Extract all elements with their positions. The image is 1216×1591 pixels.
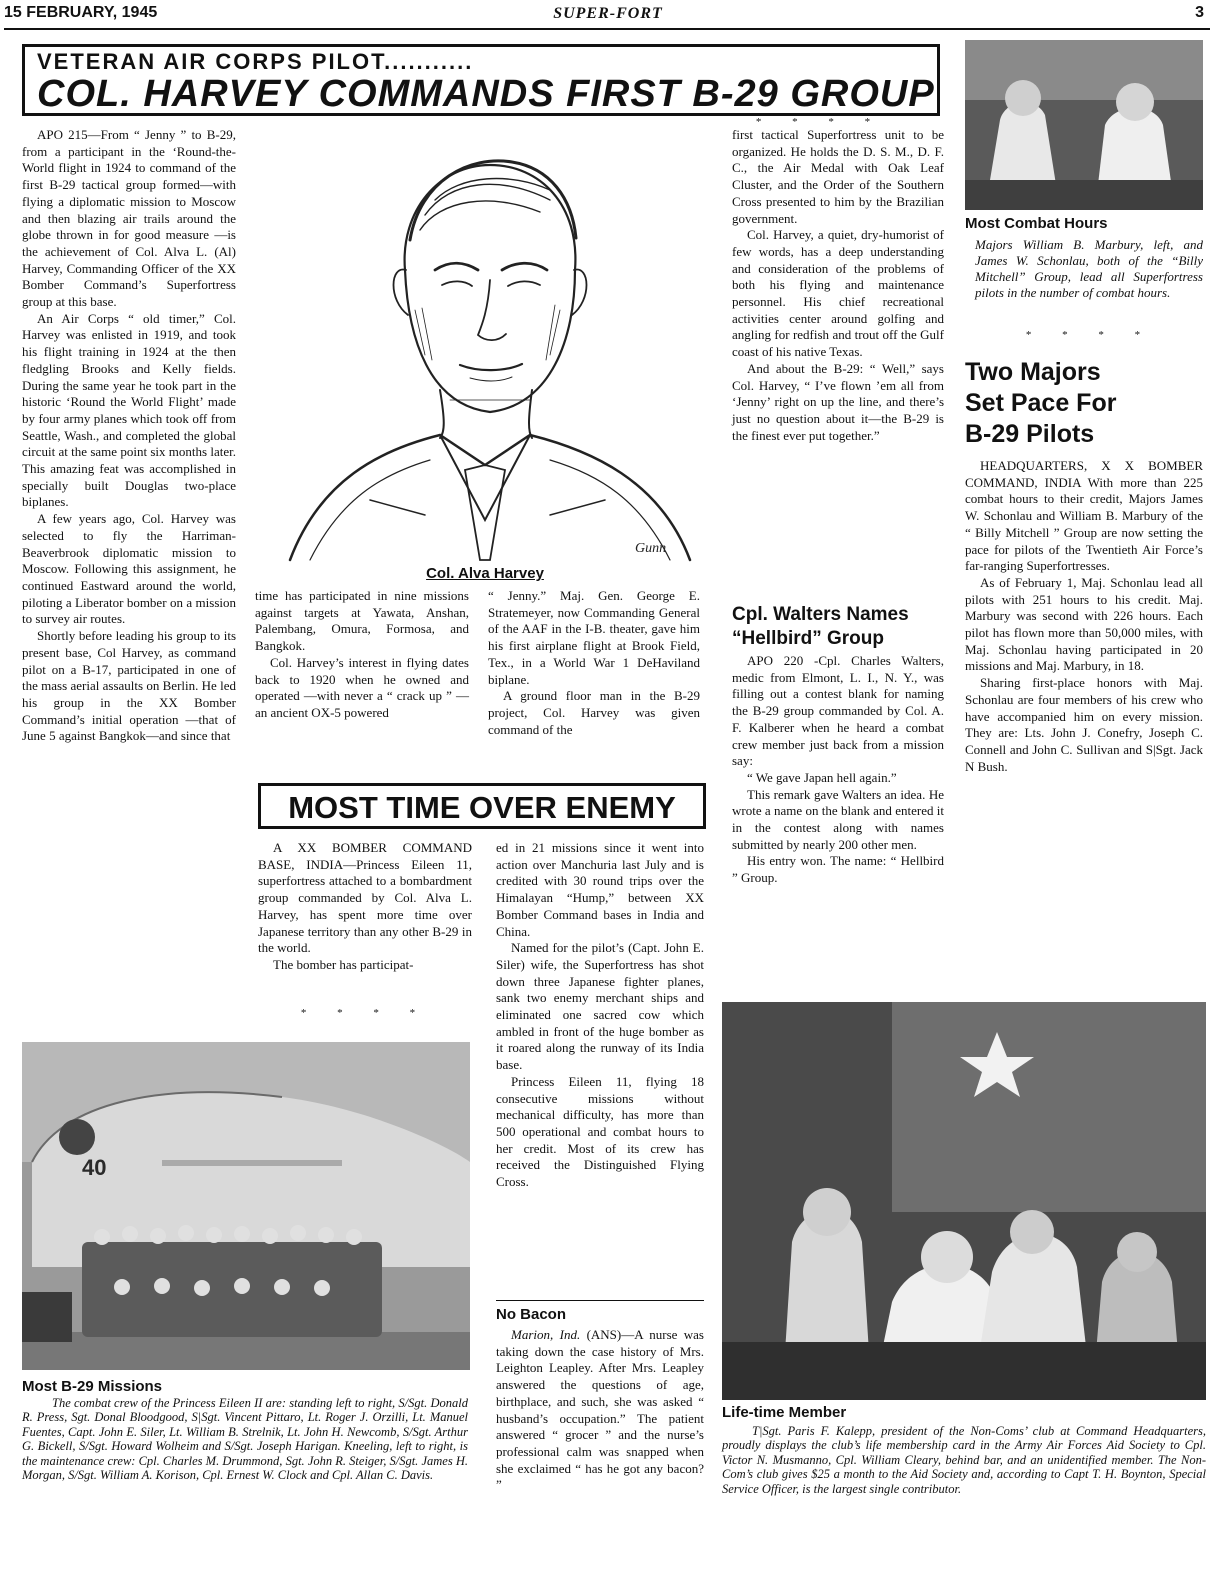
pilots-photo-icon xyxy=(965,40,1203,210)
harvey-column-2 xyxy=(255,588,469,722)
harvey-c3-p1: “ Jenny.” Maj. Gen. George E. Stratemeyer, now Commanding General of the AAF in the I-B. theater, gave him his first airplane flight at Brook Field, Tex., in a World War 1 DeHaviland biplane. xyxy=(488,588,700,687)
majors-p3: Sharing first-place honors with Maj. Schonlau are four members of his crew who have accompanied him on every mission. They are: Lts. John J. Conefry, Joseph C. Connell and John C. Sullivan and S|Sgt. Jack N Bush. xyxy=(965,675,1203,774)
enemy-stars: * * * * xyxy=(300,1007,430,1019)
masthead-date: 15 FEBRUARY, 1945 xyxy=(4,4,158,21)
majors-p2: As of February 1, Maj. Schonlau lead all pilots with 251 hours to his credit. Maj. Marbury was second with 226 hours. Each pilot has flown more than 50,000 miles, with Maj. Schonlau having participated in 20 missions and Maj. Marbury, in 18. xyxy=(965,574,1203,674)
harvey-kicker: VETERAN AIR CORPS PILOT........... xyxy=(37,49,474,74)
harvey-c1-p3: A few years ago, Col. Harvey was selected to fly the Harriman-Beaverbrook diplomatic mission to Moscow. Following this assignment, he continued Eastward around the world, piloting a Liberator bomber on a mission to survey air routes. xyxy=(22,511,236,627)
harvey-portrait xyxy=(250,120,720,565)
portrait-sketch-icon xyxy=(250,120,720,565)
majors-headline-line-2: Set Pace For xyxy=(965,389,1117,417)
b29-crew-photo-icon xyxy=(22,1042,470,1370)
bacon-body: (ANS)—A nurse was taking down the case history of Mrs. Leighton Leapley. After Mrs. Leapley answered the questions of age, birthplace, and such, she was asked “ husband’s occupation.” The patient answered “ grocer ” and the nurse’s professional calm was snapped when she exclaimed “ has he got any bacon? ” xyxy=(496,1327,704,1493)
combat-hours-photo xyxy=(965,40,1203,210)
page-number: 3 xyxy=(1195,4,1204,21)
combat-hours-stars: * * * * xyxy=(1025,329,1155,341)
enemy-column-2 xyxy=(496,840,704,1191)
harvey-headline-box xyxy=(22,44,940,116)
combat-hours-caption-text: Majors William B. Marbury, left, and James W. Schonlau, both of the “Billy Mitchell” Group, lead all Superfortress pilots in the number of combat hours. xyxy=(975,237,1203,300)
enemy-c2-p3: Princess Eileen 11, flying 18 consecutive missions without mechanical difficulty, has more than 500 operational and combat hours to her credit. Most of its crew has received the Distinguished Flying Cross. xyxy=(496,1073,704,1190)
bacon-headline: No Bacon xyxy=(496,1306,567,1323)
harvey-column-4 xyxy=(732,127,944,444)
harvey-c4-p3: And about the B-29: “ Well,” says Col. Harvey, “ I’ve flown ’em all from ‘Jenny’ right on up the line, and there’s just no question about it—the B-29 is the finest ever put together.” xyxy=(732,360,944,443)
enemy-c2-p1: ed in 21 missions since it went into action over Manchuria last July and is credited with 30 round trips over the Himalayan “Hump,” between XX Bomber Command bases in India and China. xyxy=(496,840,704,939)
combat-hours-caption-title: Most Combat Hours xyxy=(965,215,1108,232)
walters-p1: APO 220 -Cpl. Charles Walters, medic from Elmont, L. I., N. Y., was filling out a contest blank for naming the B-29 group commanded by Col. A. F. Kalberer when he heard a combat crew member just back from a mission say: xyxy=(732,653,944,769)
enemy-column-1 xyxy=(258,840,472,974)
masthead-title: SUPER-FORT xyxy=(553,5,663,22)
enemy-headline: MOST TIME OVER ENEMY xyxy=(288,790,676,825)
bacon-rule xyxy=(496,1300,704,1301)
portrait-signature: Gunn xyxy=(635,541,667,556)
harvey-c1-p1: APO 215—From “ Jenny ” to B-29, from a participant in the ‘Round-the-World flight in 1924 to command of the first B-29 tactical group formed—with flying a diplomatic mission to Moscow and then blazing air trails around the globe thrown in for good measure —is the achievement of Col. Alva L. (Al) Harvey, Commanding Officer of the XX Bomber Command’s Superfortress group at this base. xyxy=(22,127,236,310)
walters-headline: Cpl. Walters Names “Hellbird” Group xyxy=(732,604,909,649)
walters-article xyxy=(732,653,944,887)
harvey-headline: COL. HARVEY COMMANDS FIRST B-29 GROUP xyxy=(37,73,935,115)
lifetime-caption-text: T|Sgt. Paris F. Kalepp, president of the Non-Coms’ club at Command Headquarters, proudly displays the club’s life membership card in the Army Air Forces Aid Society to Cpl. Victor N. Musmanno, Cpl. William Cleary, behind bar, and an unidentified member. The Non-Com’s club gives $25 a month to the Aid Society and, according to Capt T. H. Boynton, Special Service Officer, is the largest single contributor. xyxy=(722,1424,1206,1496)
missions-caption-text: The combat crew of the Princess Eileen II are: standing left to right, S/Sgt. Donald R. Press, Sgt. Donal Bloodgood, S|Sgt. Vincent Pittaro, Lt. Roger J. Orzilli, Lt. Manuel Fuentes, Capt. John E. Siler, Lt. William B. Strelnik, Lt. John H. Newcomb, S/Sgt. Arthur G. Bickell, S/Sgt. Howard Wolheim and S/Sgt. Joseph Harigan. Kneeling, left to right, is the maintenance crew: Cpl. Charles M. Drummond, Sgt. John R. Steiger, S/Sgt. James H. Morgan, S/Sgt. William A. Korison, Cpl. Ernest W. Clock and Cpl. Allan C. Davis. xyxy=(22,1396,468,1483)
enemy-c1-p2: The bomber has participat- xyxy=(273,956,414,972)
majors-p1: HEADQUARTERS, X X BOMBER COMMAND, INDIA With more than 225 combat hours to their credit, Majors James W. Schonlau and William B. Marbury of the “ Billy Mitchell ” Group are now setting the pace for pilots of the Twentieth Air Force’s far-ranging Superfortresses. xyxy=(965,458,1203,574)
harvey-portrait-caption: Col. Alva Harvey xyxy=(426,565,544,582)
lifetime-photo xyxy=(722,1002,1206,1400)
noncoms-club-photo-icon xyxy=(722,1002,1206,1400)
harvey-column-1 xyxy=(22,127,236,745)
majors-headline xyxy=(965,357,1116,450)
majors-headline-line-3: B-29 Pilots xyxy=(965,420,1095,448)
masthead-rule xyxy=(4,28,1210,30)
harvey-c1-p4: Shortly before leading his group to its present base, Col Harvey, as command pilot on a B-17, participated in one of the mass aerial assaults on Berlin. He led his group in the XX Bomber Command’s initial operation —that of June 5 against Bangkok—and since that xyxy=(22,628,236,744)
bacon-dateline: Marion, Ind. xyxy=(511,1327,581,1342)
lifetime-caption-title: Life-time Member xyxy=(722,1404,847,1421)
majors-headline-line-1: Two Majors xyxy=(965,358,1101,386)
bacon-article xyxy=(496,1327,704,1494)
enemy-headline-box xyxy=(258,783,706,829)
harvey-c2-p2: Col. Harvey’s interest in flying dates back to 1920 when he owned and operated —with never a “ crack up ” —an ancient OX-5 powered xyxy=(255,654,469,720)
enemy-c1-p1: A XX BOMBER COMMAND BASE, INDIA—Princess Eileen 11, superfortress attached to a bombardment group commanded by Col. Alva L. Harvey, has spent more time over Japanese territory than any other B-29 in the world. xyxy=(258,840,472,956)
harvey-stars: * * * * xyxy=(755,116,885,128)
walters-p4: His entry won. The name: “ Hellbird ” Group. xyxy=(732,853,944,886)
walters-p2: “ We gave Japan hell again.” xyxy=(747,769,897,785)
majors-article xyxy=(965,458,1203,775)
walters-p3: This remark gave Walters an idea. He wrote a name on the blank and entered it in the contest along with names submitted by nearly 200 other men. xyxy=(732,786,944,852)
harvey-c4-p1: first tactical Superfortress unit to be organized. He holds the D. S. M., D. F. C., the Air Medal with Oak Leaf Cluster, and the Order of the Southern Cross presented to him by the Brazilian government. xyxy=(732,127,944,226)
bacon-p1 xyxy=(496,1327,704,1494)
harvey-c3-p2: A ground floor man in the B-29 project, Col. Harvey was given command of the xyxy=(488,688,700,737)
harvey-c1-p2: An Air Corps “ old timer,” Col. Harvey was enlisted in 1919, and took his flight training in 1924 at the then fledgling Brooks and Kelly fields. During the same year he took part in the historic ‘Round the World Flight’ made by four army planes which took off from Seattle, Wash., and completed the global circuit at the same point six months later. This amazing feat was accomplished in specially built Douglas two-place biplanes. xyxy=(22,310,236,510)
harvey-column-3 xyxy=(488,588,700,738)
missions-caption-title: Most B-29 Missions xyxy=(22,1378,163,1395)
svg-text:40: 40 xyxy=(82,1155,107,1180)
enemy-c2-p2: Named for the pilot’s (Capt. John E. Siler) wife, the Superfortress has shot down three Japanese fighter planes, sank two enemy merchant ships and eliminated one sacred cow which ambled in front of the huge bomber as it roared along the runway of its India base. xyxy=(496,940,704,1073)
harvey-c2-p1: time has participated in nine missions against targets at Yawata, Anshan, Palembang, Omura, Formosa, and Bangkok. xyxy=(255,588,469,654)
harvey-c4-p2: Col. Harvey, a quiet, dry-humorist of few words, has a deep understanding and consideration of the problems of both his flying and maintenance personnel. His chief recreational activities center around golfing and angling for redfish and trout off the Gulf coast of his native Texas. xyxy=(732,227,944,360)
missions-photo xyxy=(22,1042,470,1370)
